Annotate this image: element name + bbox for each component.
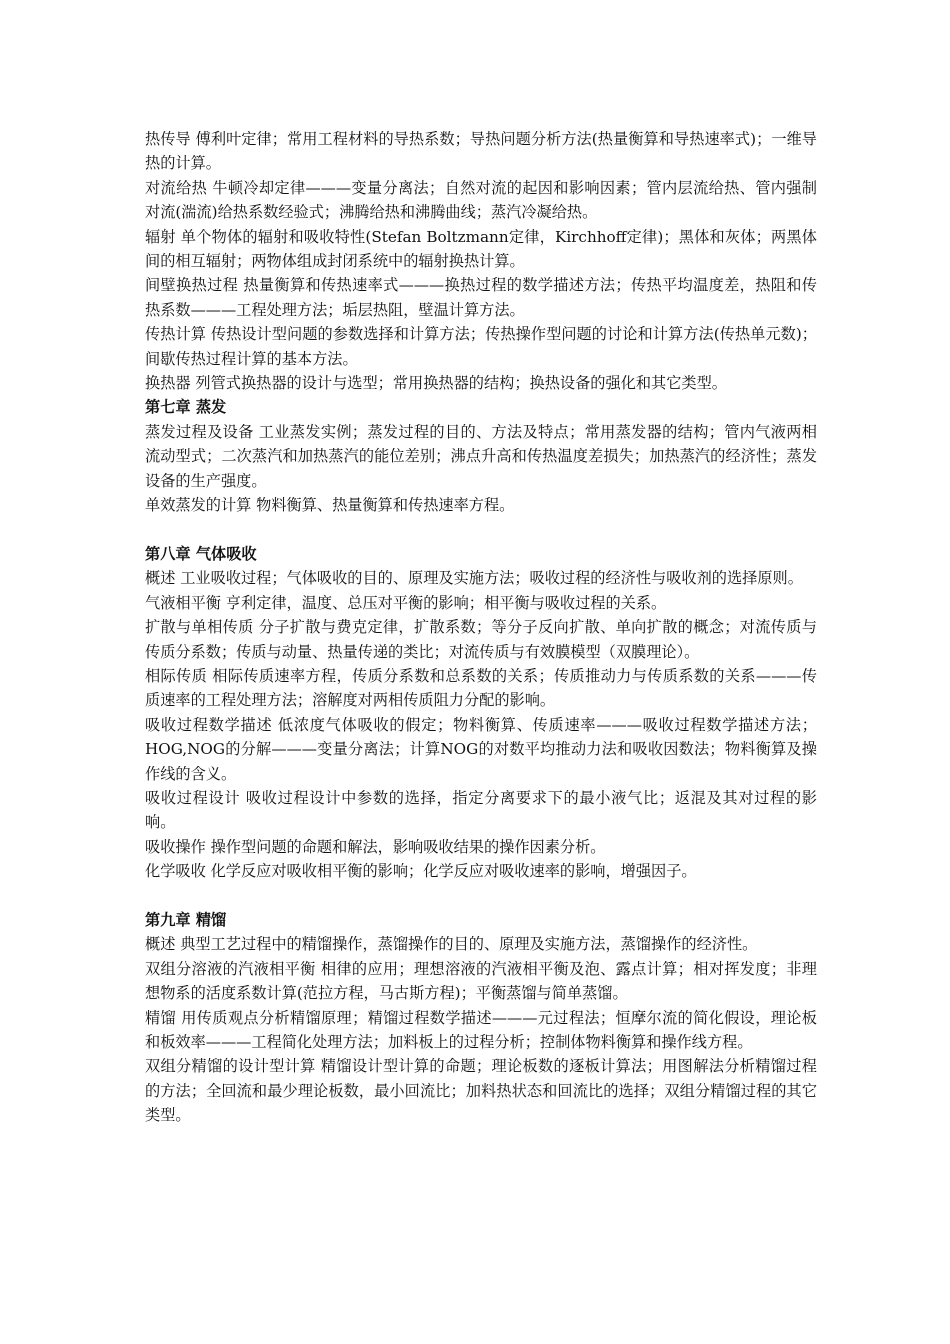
paragraph-rectification: 精馏 用传质观点分析精馏原理；精馏过程数学描述———元过程法；恒摩尔流的简化假设，理论板和板效率———工程简化处理方法；加料板上的过程分析；控制体物料衡算和操作线方程。 [145,1008,817,1051]
chapter-7-heading: 第七章 蒸发 [145,398,227,417]
paragraph-gas-liquid-equilibrium: 气液相平衡 亨利定律，温度、总压对平衡的影响；相平衡与吸收过程的关系。 [145,593,667,612]
paragraph-wall-heat-exchange: 间壁换热过程 热量衡算和传热速率式———换热过程的数学描述方法；传热平均温度差，热阻和传热系数———工程处理方法；垢层热阻，壁温计算方法。 [145,276,817,319]
paragraph-heat-exchanger: 换热器 列管式换热器的设计与选型；常用换热器的结构；换热设备的强化和其它类型。 [145,374,727,393]
document-body [145,127,817,1128]
section-spacer [145,518,817,542]
paragraph-absorption-overview: 概述 工业吸收过程；气体吸收的目的、原理及实施方法；吸收过程的经济性与吸收剂的选择原则。 [145,569,803,588]
chapter-9-heading: 第九章 精馏 [145,910,227,929]
paragraph-radiation: 辐射 单个物体的辐射和吸收特性(Stefan Boltzmann定律，Kirchhoff定律)；黑体和灰体；两黑体间的相互辐射；两物体组成封闭系统中的辐射换热计算。 [145,227,817,271]
paragraph-absorption-operation: 吸收操作 操作型问题的命题和解法，影响吸收结果的操作因素分析。 [145,837,606,856]
paragraph-heat-calculation: 传热计算 传热设计型问题的参数选择和计算方法；传热操作型问题的讨论和计算方法(传热单元数)；间歇传热过程计算的基本方法。 [145,325,817,368]
paragraph-single-effect-evaporation: 单效蒸发的计算 物料衡算、热量衡算和传热速率方程。 [145,496,515,515]
paragraph-diffusion: 扩散与单相传质 分子扩散与费克定律，扩散系数；等分子反向扩散、单向扩散的概念；对流传质与传质分系数；传质与动量、热量传递的类比；对流传质与有效膜模型（双膜理论）。 [145,618,817,661]
chapter-8-heading: 第八章 气体吸收 [145,544,257,563]
paragraph-convection: 对流给热 牛顿冷却定律———变量分离法；自然对流的起因和影响因素；管内层流给热、管内强制对流(湍流)给热系数经验式；沸腾给热和沸腾曲线；蒸汽冷凝给热。 [145,178,817,222]
paragraph-absorption-math: 吸收过程数学描述 低浓度气体吸收的假定；物料衡算、传质速率———吸收过程数学描述方法； HOG,NOG的分解———变量分离法；计算NOG的对数平均推动力法和吸收因数法；物料衡算及操作线的含义。 [145,715,817,783]
paragraph-chemical-absorption: 化学吸收 化学反应对吸收相平衡的影响；化学反应对吸收速率的影响，增强因子。 [145,862,697,881]
section-spacer [145,884,817,908]
paragraph-interphase-mass-transfer: 相际传质 相际传质速率方程，传质分系数和总系数的关系；传质推动力与传质系数的关系———传质速率的工程处理方法；溶解度对两相传质阻力分配的影响。 [145,666,817,710]
paragraph-binary-design-calc: 双组分精馏的设计型计算 精馏设计型计算的命题；理论板数的逐板计算法；用图解法分析精馏过程的方法；全回流和最少理论板数，最小回流比；加料热状态和回流比的选择；双组分精馏过程的其它类型。 [145,1057,817,1125]
paragraph-absorption-design: 吸收过程设计 吸收过程设计中参数的选择，指定分离要求下的最小液气比；返混及其对过程的影响。 [145,788,817,832]
paragraph-distillation-overview: 概述 典型工艺过程中的精馏操作，蒸馏操作的目的、原理及实施方法，蒸馏操作的经济性。 [145,935,758,954]
paragraph-binary-equilibrium: 双组分溶液的汽液相平衡 相律的应用；理想溶液的汽液相平衡及泡、露点计算；相对挥发度；非理想物系的活度系数计算(范拉方程，马古斯方程)；平衡蒸馏与简单蒸馏。 [145,959,817,1003]
paragraph-evaporation-process: 蒸发过程及设备 工业蒸发实例；蒸发过程的目的、方法及特点；常用蒸发器的结构；管内气液两相流动型式；二次蒸汽和加热蒸汽的能位差别；沸点升高和传热温度差损失；加热蒸汽的经济性；蒸发设备的生产强度。 [145,422,817,490]
paragraph-heat-conduction: 热传导 傅利叶定律；常用工程材料的导热系数；导热问题分析方法(热量衡算和导热速率式)；一维导热的计算。 [145,130,817,173]
